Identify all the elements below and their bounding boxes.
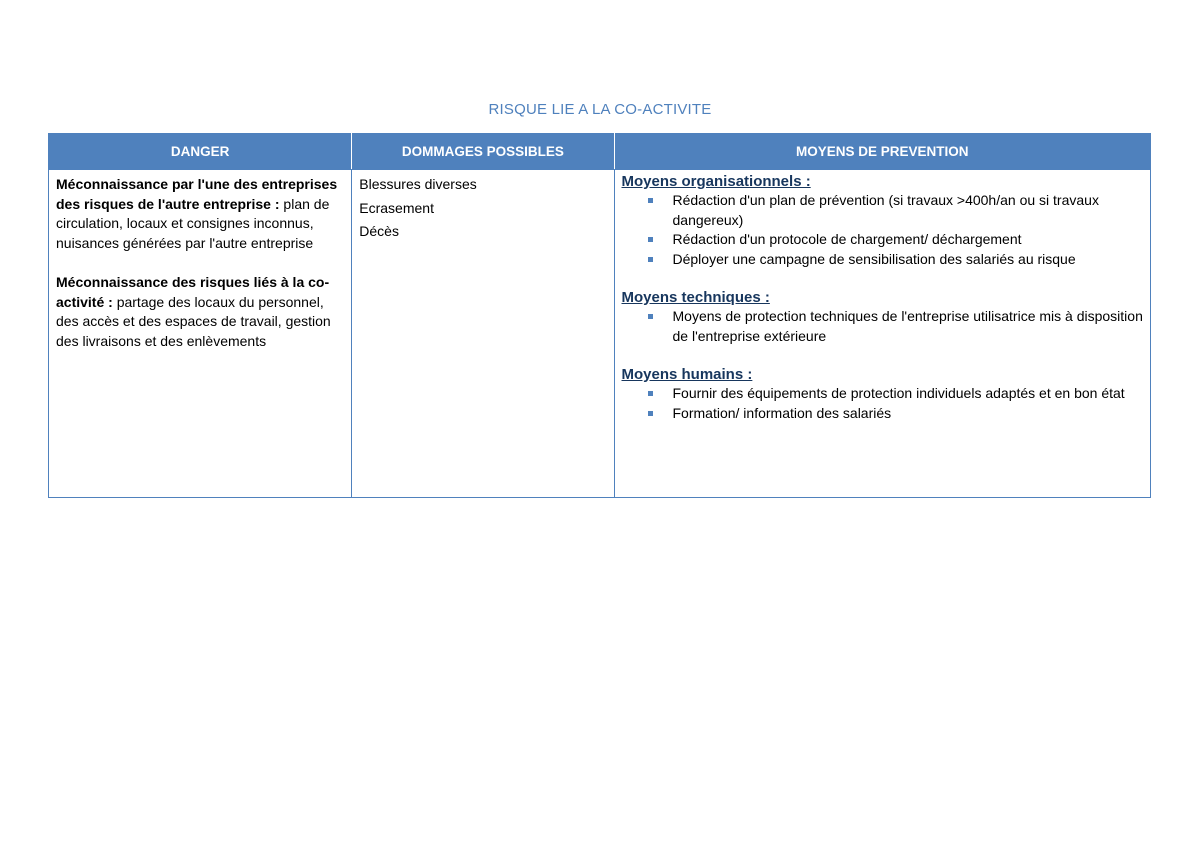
category-title: Moyens humains :: [621, 366, 753, 383]
danger-cell: [49, 170, 352, 498]
dommage-item: Blessures diverses: [359, 176, 477, 192]
list-item: [673, 384, 1144, 404]
square-bullet-icon: [648, 257, 653, 262]
category-title: Moyens organisationnels :: [621, 173, 811, 190]
bullet-list: [622, 384, 1144, 423]
header-moyens: MOYENS DE PREVENTION: [614, 134, 1151, 170]
list-item-text: Moyens de protection techniques de l'entreprise utilisatrice mis à disposition de l'entreprise extérieure: [672, 308, 1143, 344]
list-item: [673, 307, 1144, 346]
dommage-item: Décès: [359, 223, 399, 239]
risk-table: [48, 133, 1151, 498]
danger-item-bold: Méconnaissance des risques liés à la co-activité :: [56, 274, 330, 310]
square-bullet-icon: [648, 391, 653, 396]
dommage-item: Ecrasement: [359, 199, 434, 216]
square-bullet-icon: [648, 411, 653, 416]
square-bullet-icon: [648, 198, 653, 203]
table-header-row: [49, 134, 1151, 170]
list-item: [673, 404, 1144, 424]
danger-item-bold: Méconnaissance par l'une des entreprises des risques de l'autre entreprise :: [56, 176, 338, 212]
moyens-category: [622, 288, 1144, 346]
square-bullet-icon: [648, 314, 653, 319]
category-title: Moyens techniques :: [621, 289, 770, 306]
list-item-text: Rédaction d'un plan de prévention (si travaux >400h/an ou si travaux dangereux): [672, 192, 1099, 228]
bullet-list: [622, 191, 1144, 269]
moyens-category: [622, 172, 1144, 269]
dommages-cell: [352, 170, 614, 498]
list-item-text: Fournir des équipements de protection individuels adaptés et en bon état: [672, 385, 1125, 401]
header-dommages: DOMMAGES POSSIBLES: [352, 134, 614, 170]
list-item-text: Formation/ information des salariés: [672, 404, 892, 421]
bullet-list: [622, 307, 1144, 346]
danger-item-text: partage des locaux du personnel, des accès et des espaces de travail, gestion des livraisons et des enlèvements: [56, 293, 331, 349]
moyens-cell: [614, 170, 1151, 498]
header-danger: DANGER: [49, 134, 352, 170]
list-item: [673, 230, 1144, 250]
moyens-category: [622, 365, 1144, 423]
page-title: RISQUE LIE A LA CO-ACTIVITE: [488, 101, 712, 118]
danger-item: [56, 175, 344, 253]
danger-item: [56, 273, 344, 351]
table-row: [49, 170, 1151, 498]
list-item: [673, 250, 1144, 270]
list-item: [673, 191, 1144, 230]
danger-item-text: plan de circulation, locaux et consignes inconnus, nuisances générées par l'autre entreprise: [56, 195, 330, 251]
list-item-text: Rédaction d'un protocole de chargement/ déchargement: [672, 231, 1022, 247]
square-bullet-icon: [648, 237, 653, 242]
list-item-text: Déployer une campagne de sensibilisation des salariés au risque: [672, 250, 1076, 267]
